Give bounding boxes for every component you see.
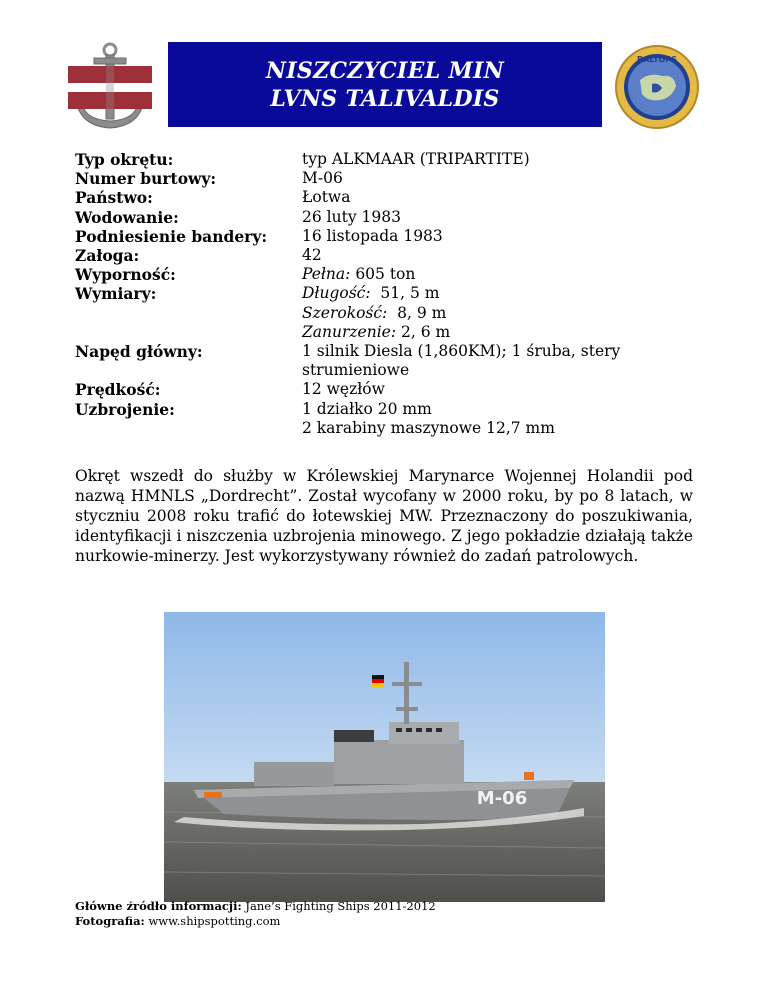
spec-value-line: 12 węzłów — [302, 380, 385, 399]
spec-sublabel: Długość: — [302, 284, 371, 303]
spec-row — [75, 208, 632, 227]
spec-value — [302, 380, 632, 399]
spec-subvalue: 8, 9 m — [387, 303, 447, 322]
spec-value-line: 2 karabiny maszynowe 12,7 mm — [302, 418, 555, 437]
spec-value-line: 42 — [302, 246, 322, 265]
spec-value — [302, 246, 632, 265]
spec-value — [302, 400, 632, 438]
title-banner — [168, 42, 602, 127]
spec-sublabel: Zanurzenie: — [302, 322, 397, 341]
spec-label: Typ okrętu: — [75, 150, 174, 169]
page-title-line2: LVNS TALIVALDIS — [270, 85, 500, 112]
spec-value — [302, 188, 632, 207]
spec-row — [75, 342, 632, 380]
spec-value-line: 1 silnik Diesla (1,860KM); 1 śruba, stery strumieniowe — [302, 342, 621, 380]
spec-value — [302, 169, 632, 188]
spec-label: Wodowanie: — [75, 207, 179, 227]
spec-value — [302, 227, 632, 246]
spec-label: Państwo: — [75, 188, 153, 208]
spec-row — [75, 246, 632, 265]
spec-value-line: Łotwa — [302, 188, 351, 207]
spec-row — [75, 227, 632, 246]
spec-table — [75, 150, 632, 438]
footer-credits — [75, 899, 436, 929]
spec-label: Wyporność: — [75, 265, 176, 285]
source-credit — [75, 899, 436, 914]
spec-value-line — [302, 304, 632, 323]
spec-value-line — [302, 265, 632, 284]
spec-row — [75, 380, 632, 399]
spec-value-line: 16 listopada 1983 — [302, 226, 443, 245]
spec-label: Podniesienie bandery: — [75, 226, 268, 246]
spec-value-line — [302, 284, 632, 303]
source-label: Główne źródło informacji: — [75, 899, 242, 913]
photo-credit — [75, 914, 436, 929]
baltops-emblem-icon — [612, 44, 702, 130]
spec-label: Wymiary: — [75, 284, 157, 304]
spec-value — [302, 208, 632, 227]
spec-value-line: 26 luty 1983 — [302, 207, 401, 226]
spec-subvalue: 51, 5 m — [370, 284, 440, 303]
spec-label: Napęd główny: — [75, 342, 203, 362]
spec-value-line — [302, 323, 632, 342]
spec-label: Załoga: — [75, 246, 140, 266]
spec-subvalue: 605 ton — [350, 265, 416, 284]
spec-label: Prędkość: — [75, 380, 161, 400]
spec-value — [302, 342, 632, 380]
spec-row — [75, 150, 632, 169]
spec-value-line: M-06 — [302, 169, 343, 188]
spec-label: Numer burtowy: — [75, 169, 217, 189]
spec-row — [75, 265, 632, 284]
ship-photo — [164, 612, 605, 902]
spec-subvalue: 2, 6 m — [396, 322, 451, 341]
svg-text:BALTOPS: BALTOPS — [637, 55, 677, 64]
spec-label: Uzbrojenie: — [75, 399, 175, 419]
spec-value — [302, 284, 632, 342]
spec-value — [302, 265, 632, 284]
source-value: Jane’s Fighting Ships 2011-2012 — [241, 899, 436, 913]
photo-label: Fotografia: — [75, 914, 145, 928]
svg-text:M-06: M-06 — [476, 788, 528, 809]
spec-value-line: 1 działko 20 mm — [302, 399, 432, 418]
photo-value: www.shipspotting.com — [144, 914, 281, 928]
description-paragraph: Okręt wszedł do służby w Królewskiej Marynarce Wojennej Holandii pod nazwą HMNLS „Dordrecht”. Został wycofany w 2000 roku, by po 8 latach, w styczniu 2008 roku trafić do łotewskiej MW. Przeznaczony do poszukiwania, identyfikacji i niszczenia uzbrojenia minowego. Z jego pokładzie działają także nurkowie-minerzy. Jest wykorzystywany również do zadań patrolowych. — [75, 467, 693, 565]
page-title-line1: NISZCZYCIEL MIN — [265, 57, 505, 84]
spec-row — [75, 400, 632, 438]
spec-value — [302, 150, 632, 169]
spec-row — [75, 284, 632, 342]
spec-sublabel: Szerokość: — [302, 303, 388, 322]
spec-sublabel: Pełna: — [302, 265, 351, 284]
spec-value-line: typ ALKMAAR (TRIPARTITE) — [302, 150, 530, 168]
anchor-flag-icon — [68, 42, 152, 132]
spec-row — [75, 188, 632, 207]
spec-row — [75, 169, 632, 188]
